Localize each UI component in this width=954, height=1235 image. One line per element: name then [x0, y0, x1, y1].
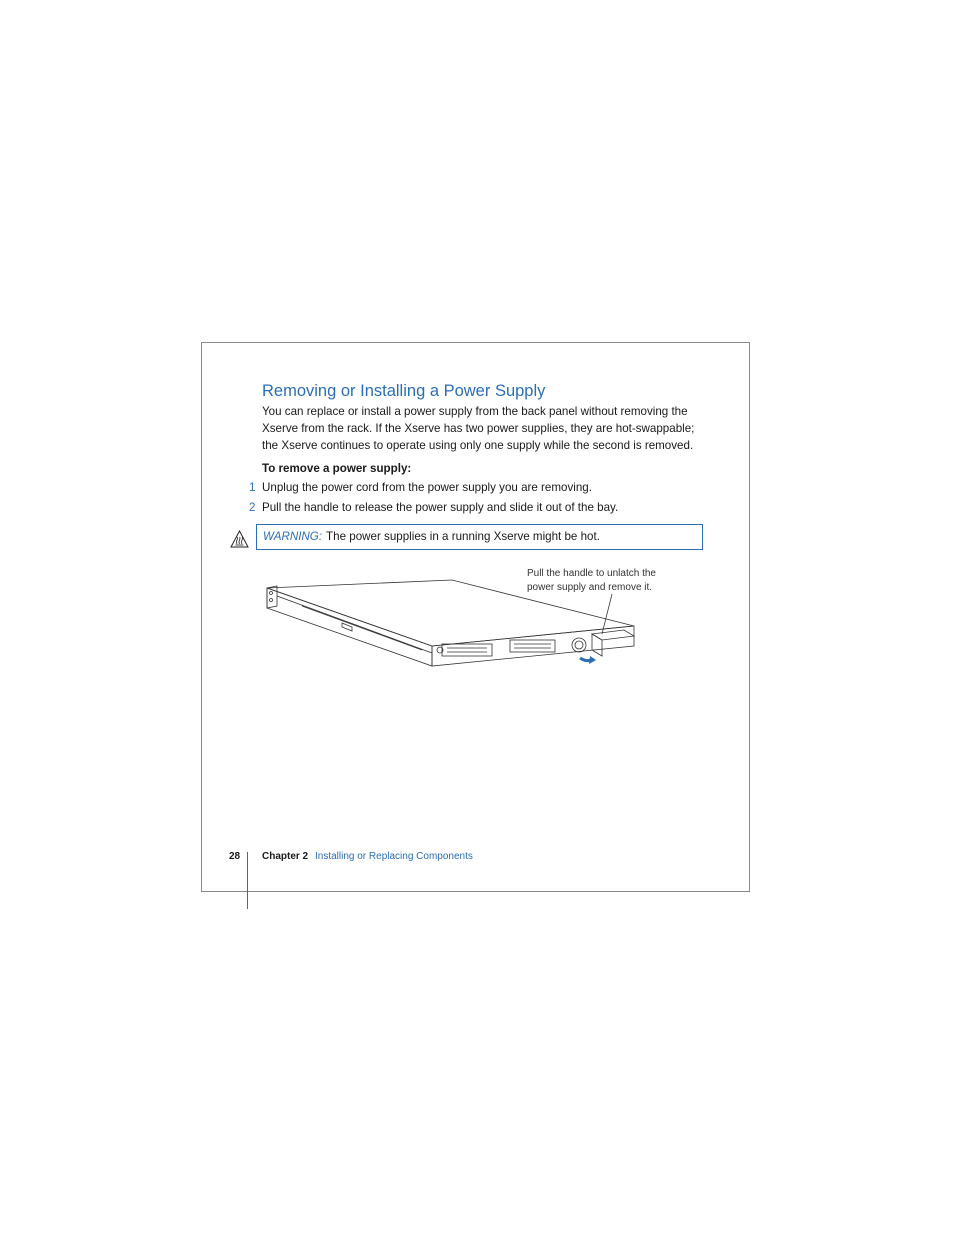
footer-divider: [247, 852, 248, 909]
section-title: Removing or Installing a Power Supply: [262, 382, 546, 400]
warning-box: [256, 524, 703, 550]
warning-text: The power supplies in a running Xserve might be hot.: [326, 530, 600, 543]
step-2: [249, 501, 618, 514]
chapter-title: Installing or Replacing Components: [315, 851, 473, 862]
warning-label: WARNING:: [263, 530, 323, 543]
step-number: 1: [249, 481, 256, 494]
callout-line: Pull the handle to unlatch the: [527, 568, 656, 579]
intro-paragraph: [262, 403, 707, 454]
callout-line: power supply and remove it.: [527, 582, 653, 593]
hot-surface-warning-icon: [230, 530, 249, 548]
step-1: [249, 481, 592, 494]
page-number: 28: [229, 851, 241, 862]
figure-callout: [527, 567, 656, 595]
chapter-label: Chapter 2: [262, 851, 309, 862]
intro-line: Xserve from the rack. If the Xserve has two power supplies, they are hot-swappable;: [262, 422, 695, 435]
intro-line: You can replace or install a power supply from the back panel without removing the: [262, 405, 688, 418]
step-number: 2: [249, 501, 256, 514]
intro-line: the Xserve continues to operate using only one supply while the second is removed.: [262, 439, 694, 452]
procedure-heading: To remove a power supply:: [262, 462, 412, 475]
step-text: Unplug the power cord from the power supply you are removing.: [262, 481, 592, 494]
step-text: Pull the handle to release the power supply and slide it out of the bay.: [262, 501, 619, 514]
